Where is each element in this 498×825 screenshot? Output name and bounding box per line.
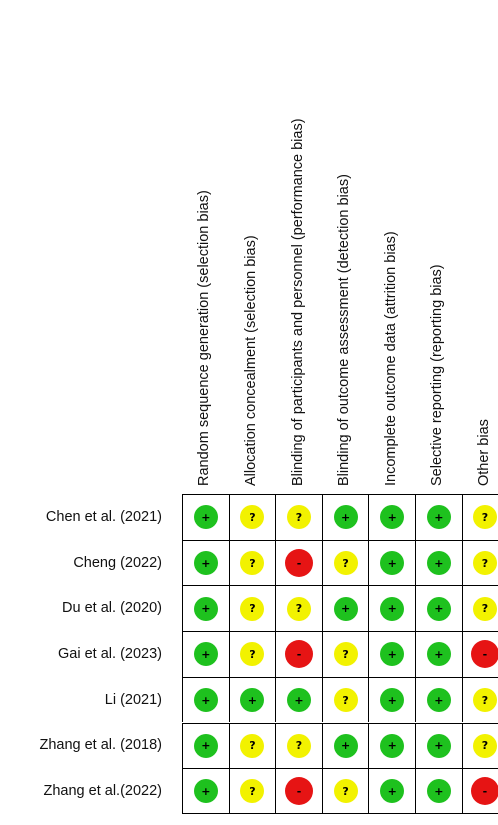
risk-mark-unclear: ?	[287, 734, 311, 758]
grid-cell	[182, 585, 229, 631]
study-label: Du et al. (2020)	[62, 600, 162, 617]
grid-cell	[275, 540, 322, 586]
grid-cell	[368, 631, 415, 677]
risk-mark-high: -	[285, 549, 313, 577]
study-label: Zhang et al. (2018)	[39, 737, 162, 754]
grid-cell	[368, 677, 415, 723]
risk-mark-low: +	[194, 688, 218, 712]
risk-mark-low: +	[427, 505, 451, 529]
risk-mark-unclear: ?	[240, 734, 264, 758]
judgement-grid	[182, 494, 491, 816]
risk-mark-unclear: ?	[287, 505, 311, 529]
risk-mark-low: +	[380, 505, 404, 529]
risk-mark-low: +	[380, 734, 404, 758]
grid-cell	[322, 540, 369, 586]
domain-label-text: Incomplete outcome data (attrition bias)	[382, 231, 399, 486]
risk-mark-unclear: ?	[334, 551, 358, 575]
domain-label-text: Other bias	[475, 419, 492, 486]
grid-cell	[462, 585, 498, 631]
risk-mark-low: +	[380, 642, 404, 666]
risk-mark-low: +	[334, 597, 358, 621]
grid-cell	[322, 768, 369, 814]
grid-cell	[368, 540, 415, 586]
risk-mark-unclear: ?	[240, 505, 264, 529]
grid-cell	[322, 585, 369, 631]
risk-mark-low: +	[194, 779, 218, 803]
risk-mark-unclear: ?	[334, 688, 358, 712]
grid-cell	[182, 494, 229, 540]
grid-cell	[275, 494, 322, 540]
grid-cell	[229, 768, 276, 814]
risk-mark-unclear: ?	[334, 642, 358, 666]
grid-cell	[462, 723, 498, 769]
grid-cell	[275, 677, 322, 723]
grid-cell	[275, 723, 322, 769]
grid-cell	[275, 768, 322, 814]
risk-mark-low: +	[334, 505, 358, 529]
risk-mark-low: +	[427, 688, 451, 712]
risk-mark-low: +	[194, 642, 218, 666]
grid-cell	[322, 723, 369, 769]
grid-cell	[275, 585, 322, 631]
risk-mark-low: +	[380, 551, 404, 575]
grid-cell	[182, 677, 229, 723]
grid-cell	[368, 723, 415, 769]
domain-label-text: Random sequence generation (selection bias)	[196, 190, 213, 486]
grid-cell	[415, 540, 462, 586]
risk-mark-unclear: ?	[287, 597, 311, 621]
risk-mark-low: +	[194, 597, 218, 621]
grid-cell	[415, 677, 462, 723]
risk-mark-unclear: ?	[240, 779, 264, 803]
grid-cell	[182, 540, 229, 586]
grid-cell	[462, 768, 498, 814]
study-label: Chen et al. (2021)	[45, 508, 162, 525]
grid-cell	[368, 768, 415, 814]
grid-cell	[322, 631, 369, 677]
grid-cell	[229, 677, 276, 723]
risk-mark-low: +	[380, 779, 404, 803]
risk-mark-low: +	[427, 551, 451, 575]
risk-mark-low: +	[240, 688, 264, 712]
grid-cell	[182, 723, 229, 769]
risk-mark-high: -	[471, 777, 498, 805]
grid-cell	[322, 494, 369, 540]
domain-label-text: Blinding of participants and personnel (performance bias)	[289, 118, 306, 486]
risk-mark-unclear: ?	[334, 779, 358, 803]
risk-mark-low: +	[380, 688, 404, 712]
risk-mark-unclear: ?	[240, 597, 264, 621]
risk-mark-low: +	[427, 642, 451, 666]
study-label: Cheng (2022)	[73, 554, 162, 571]
grid-cell	[462, 494, 498, 540]
risk-mark-low: +	[427, 597, 451, 621]
grid-cell	[415, 723, 462, 769]
risk-mark-low: +	[427, 734, 451, 758]
grid-cell	[462, 631, 498, 677]
risk-mark-unclear: ?	[473, 734, 497, 758]
risk-mark-high: -	[285, 640, 313, 668]
grid-cell	[415, 631, 462, 677]
grid-cell	[368, 585, 415, 631]
risk-mark-low: +	[194, 734, 218, 758]
grid-cell	[229, 631, 276, 677]
grid-cell	[462, 540, 498, 586]
study-label: Zhang et al.(2022)	[43, 783, 162, 800]
risk-mark-low: +	[380, 597, 404, 621]
grid-cell	[275, 631, 322, 677]
domain-label-text: Selective reporting (reporting bias)	[429, 264, 446, 486]
risk-mark-low: +	[194, 551, 218, 575]
grid-cell	[368, 494, 415, 540]
risk-mark-unclear: ?	[473, 551, 497, 575]
risk-mark-low: +	[287, 688, 311, 712]
risk-mark-unclear: ?	[473, 505, 497, 529]
grid-cell	[415, 768, 462, 814]
risk-mark-unclear: ?	[240, 642, 264, 666]
study-label: Li (2021)	[104, 691, 162, 708]
risk-mark-unclear: ?	[240, 551, 264, 575]
risk-mark-high: -	[471, 640, 498, 668]
grid-cell	[229, 585, 276, 631]
grid-cell	[229, 494, 276, 540]
grid-cell	[182, 631, 229, 677]
risk-mark-unclear: ?	[473, 597, 497, 621]
grid-cell	[182, 768, 229, 814]
grid-cell	[229, 540, 276, 586]
grid-cell	[322, 677, 369, 723]
grid-cell	[415, 494, 462, 540]
domain-label-text: Blinding of outcome assessment (detection bias)	[336, 174, 353, 486]
domain-label-text: Allocation concealment (selection bias)	[242, 235, 259, 486]
risk-mark-high: -	[285, 777, 313, 805]
risk-mark-unclear: ?	[473, 688, 497, 712]
risk-mark-low: +	[194, 505, 218, 529]
study-label: Gai et al. (2023)	[58, 645, 162, 662]
grid-cell	[462, 677, 498, 723]
risk-mark-low: +	[334, 734, 358, 758]
grid-cell	[415, 585, 462, 631]
risk-mark-low: +	[427, 779, 451, 803]
grid-cell	[229, 723, 276, 769]
